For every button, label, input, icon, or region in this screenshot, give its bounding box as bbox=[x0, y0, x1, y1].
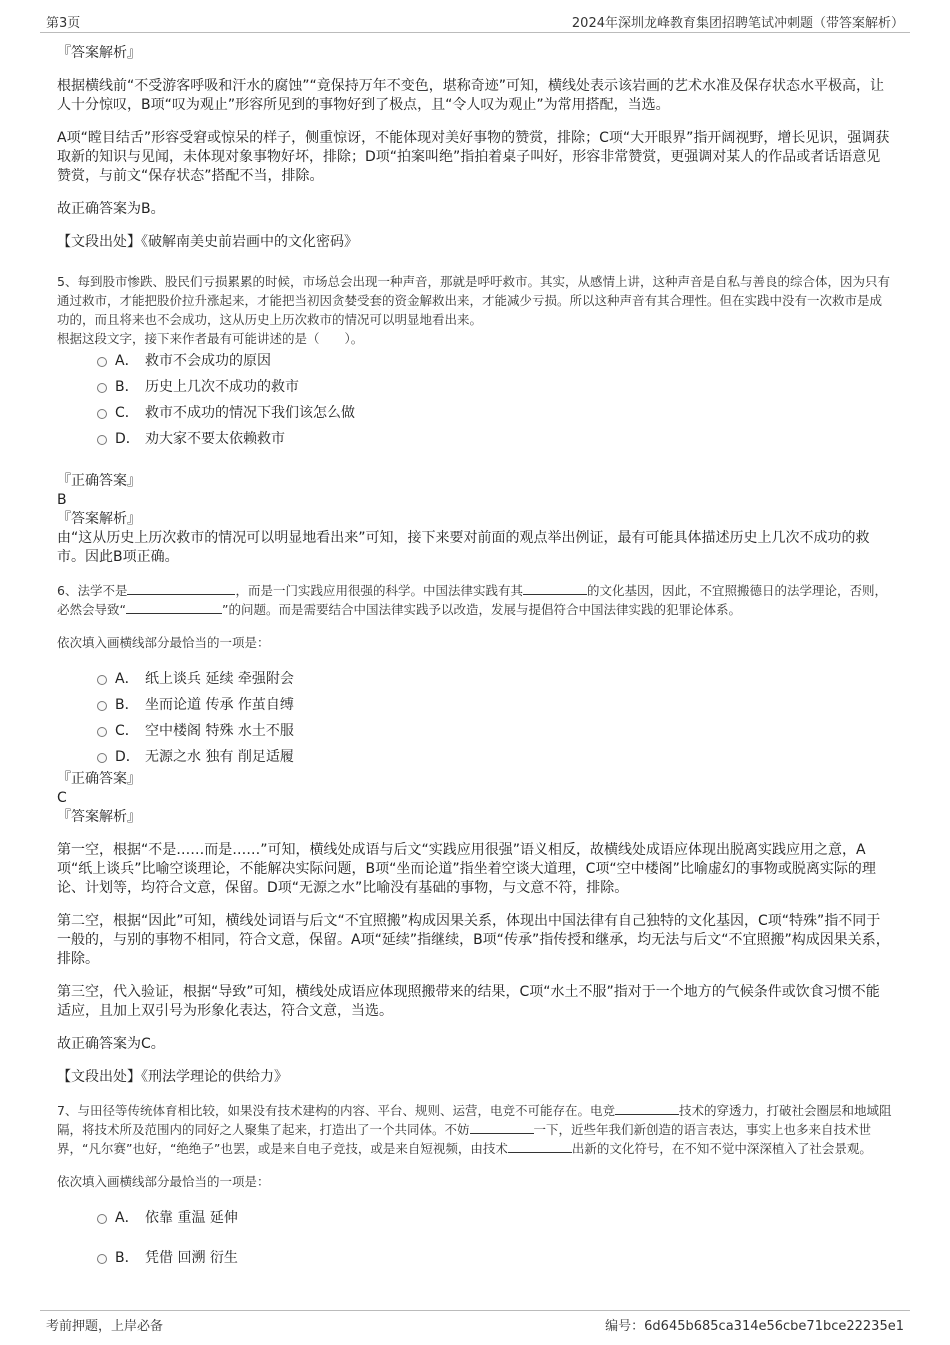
option-c[interactable] bbox=[57, 400, 892, 426]
radio-button[interactable] bbox=[97, 1254, 107, 1264]
option-text: 劝大家不要太依赖救市 bbox=[145, 431, 285, 447]
question-stem bbox=[57, 1101, 892, 1158]
stem-text: 出新的文化符号，在不知不觉中深深植入了社会景观。 bbox=[571, 1141, 872, 1156]
option-letter: B． bbox=[115, 1250, 139, 1266]
option-text: 历史上几次不成功的救市 bbox=[145, 379, 299, 395]
radio-button[interactable] bbox=[97, 383, 107, 393]
option-text: 依靠 重温 延伸 bbox=[145, 1210, 238, 1226]
option-letter: A． bbox=[115, 1210, 139, 1226]
correct-answer: B bbox=[57, 492, 67, 508]
footer-slogan: 考前押题，上岸必备 bbox=[46, 1319, 164, 1334]
option-letter: A． bbox=[115, 671, 139, 687]
option-letter: C． bbox=[115, 723, 139, 739]
option-letter: D． bbox=[115, 749, 140, 765]
page-number: 第3页 bbox=[46, 16, 81, 31]
source-citation: 【文段出处】《刑法学理论的供给力》 bbox=[57, 1069, 288, 1085]
stem-text: 的文化基因，因此，不宜照搬德日的法学理论，否则，必然会导致“ bbox=[57, 583, 887, 617]
option-letter: B． bbox=[115, 379, 139, 395]
stem-text: 技术的穿透力，打破社会圈层和地域阻隔，将技术所及范围内的同好之人聚集了起来，打造出了一个共同体。不妨 bbox=[57, 1103, 892, 1137]
option-text: 空中楼阁 特殊 水土不服 bbox=[145, 723, 294, 739]
analysis-paragraph: 第三空，代入验证，根据“导致”可知，横线处成语应体现照搬带来的结果，C项“水土不服”指对于一个地方的气候条件或饮食习惯不能适应，且加上双引号为形象化表达，符合文意，当选。 bbox=[57, 984, 880, 1019]
question-prompt: 依次填入画横线部分最恰当的一项是： bbox=[57, 635, 270, 650]
document-title: 2024年深圳龙峰教育集团招聘笔试冲刺题（带答案解析） bbox=[571, 16, 904, 31]
option-text: 救市不成功的情况下我们该怎么做 bbox=[145, 405, 355, 421]
option-text: 纸上谈兵 延续 牵强附会 bbox=[145, 671, 294, 687]
option-list bbox=[57, 348, 892, 452]
option-letter: D． bbox=[115, 431, 140, 447]
question-prompt: 依次填入画横线部分最恰当的一项是： bbox=[57, 1174, 270, 1189]
option-b[interactable] bbox=[57, 374, 892, 400]
stem-text: 6、法学不是 bbox=[57, 583, 128, 598]
option-text: 凭借 回溯 衍生 bbox=[145, 1250, 238, 1266]
source-citation: 【文段出处】《破解南美史前岩画中的文化密码》 bbox=[57, 234, 358, 250]
analysis-paragraph: A项“瞠目结舌”形容受窘或惊呆的样子，侧重惊讶，不能体现对美好事物的赞赏，排除；C项“大开眼界”指开阔视野，增长见识，强调获取新的知识与见闻，未体现对象事物好坏，排除；D项“拍案叫绝”指拍着桌子叫好，形容非常赞赏，更强调对某人的作品或者话语意见赞赏，与前文“保存状态”搭配不当，排除。 bbox=[57, 130, 890, 184]
option-list bbox=[57, 666, 892, 770]
analysis-conclusion: 故正确答案为C。 bbox=[57, 1036, 165, 1052]
option-a[interactable] bbox=[57, 1205, 892, 1231]
option-c[interactable] bbox=[57, 718, 892, 744]
radio-button[interactable] bbox=[97, 435, 107, 445]
option-b[interactable] bbox=[57, 1245, 892, 1271]
analysis-label: 『答案解析』 bbox=[57, 45, 141, 61]
fill-blank bbox=[470, 1121, 534, 1134]
question-stem: 5、每到股市惨跌、股民们亏损累累的时候，市场总会出现一种声音，那就是呼吁救市。其实，从感情上讲，这种声音是自私与善良的综合体，因为只有通过救市，才能把股价拉升涨起来，才能把当初因贪婪受套的资金解救出来，才能减少亏损。所以这种声音有其合理性。但在实践中没有一次救市是成功的，而且将来也不会成功，这从历史上历次救市的情况可以明显地看出来。 bbox=[57, 274, 890, 327]
stem-text: ，而是一门实践应用很强的科学。中国法律实践有其 bbox=[235, 583, 523, 598]
fill-blank bbox=[523, 582, 587, 595]
option-text: 无源之水 独有 削足适履 bbox=[145, 749, 294, 765]
answer-label: 『正确答案』 bbox=[57, 771, 141, 787]
question-stem bbox=[57, 581, 892, 619]
analysis-paragraph: 第一空，根据“不是……而是……”可知，横线处成语与后文“实践应用很强”语义相反，故横线处成语应体现出脱离实践应用之意，A项“纸上谈兵”比喻空谈理论，不能解决实际问题，B项“坐而论道”指坐着空谈大道理，C项“空中楼阁”比喻虚幻的事物或脱离实际的理论、计划等，均符合文意，保留。D项“无源之水”比喻没有基础的事物，与文意不符，排除。 bbox=[57, 842, 876, 896]
analysis-label: 『答案解析』 bbox=[57, 809, 141, 825]
question-prompt: 根据这段文字，接下来作者最有可能讲述的是（ ）。 bbox=[57, 331, 364, 346]
fill-blank bbox=[127, 582, 235, 595]
radio-button[interactable] bbox=[97, 1214, 107, 1224]
fill-blank bbox=[126, 601, 222, 614]
option-d[interactable] bbox=[57, 426, 892, 452]
radio-button[interactable] bbox=[97, 409, 107, 419]
radio-button[interactable] bbox=[97, 753, 107, 763]
analysis-conclusion: 故正确答案为B。 bbox=[57, 201, 165, 217]
correct-answer: C bbox=[57, 790, 67, 806]
page-footer bbox=[40, 1310, 910, 1337]
fill-blank bbox=[615, 1102, 679, 1115]
stem-text: 一下，近些年我们新创造的语言表达，事实上也多来自技术世界，“凡尔赛”也好，“绝绝子”也罢，或是来自电子竞技，或是来自短视频，由技术 bbox=[57, 1122, 872, 1156]
radio-button[interactable] bbox=[97, 701, 107, 711]
option-d[interactable] bbox=[57, 744, 892, 770]
option-text: 救市不会成功的原因 bbox=[145, 353, 271, 369]
analysis-label: 『答案解析』 bbox=[57, 511, 141, 527]
document-id: 编号：6d645b685ca314e56cbe71bce22235e1 bbox=[605, 1319, 904, 1334]
option-letter: C． bbox=[115, 405, 139, 421]
stem-text: ”的问题。而是需要结合中国法律实践予以改造，发展与提倡符合中国法律实践的犯罪论体系。 bbox=[221, 602, 741, 617]
stem-text: 7、与田径等传统体育相比较，如果没有技术建构的内容、平台、规则、运营，电竞不可能存在。电竞 bbox=[57, 1103, 615, 1118]
answer-label: 『正确答案』 bbox=[57, 473, 141, 489]
option-a[interactable] bbox=[57, 666, 892, 692]
radio-button[interactable] bbox=[97, 675, 107, 685]
option-b[interactable] bbox=[57, 692, 892, 718]
radio-button[interactable] bbox=[97, 727, 107, 737]
fill-blank bbox=[508, 1140, 572, 1153]
radio-button[interactable] bbox=[97, 357, 107, 367]
option-a[interactable] bbox=[57, 348, 892, 374]
analysis-paragraph: 根据横线前“不受游客呼吸和汗水的腐蚀”“竟保持万年不变色，堪称奇迹”可知，横线处表示该岩画的艺术水准及保存状态水平极高，让人十分惊叹，B项“叹为观止”形容所见到的事物好到了极点，且“令人叹为观止”为常用搭配，当选。 bbox=[57, 78, 885, 113]
page-content bbox=[57, 44, 892, 1271]
option-text: 坐而论道 传承 作茧自缚 bbox=[145, 697, 294, 713]
option-letter: B． bbox=[115, 697, 139, 713]
option-list bbox=[57, 1205, 892, 1271]
analysis-paragraph: 由“这从历史上历次救市的情况可以明显地看出来”可知，接下来要对前面的观点举出例证，最有可能具体描述历史上几次不成功的救市。因此B项正确。 bbox=[57, 530, 870, 565]
page-header bbox=[40, 10, 910, 33]
analysis-paragraph: 第二空，根据“因此”可知，横线处词语与后文“不宜照搬”构成因果关系，体现出中国法律有自己独特的文化基因，C项“特殊”指不同于一般的，与别的事物不相同，符合文意，保留。A项“延续”指继续，B项“传承”指传授和继承，均无法与后文“不宜照搬”构成因果关系，排除。 bbox=[57, 913, 890, 967]
option-letter: A． bbox=[115, 353, 139, 369]
